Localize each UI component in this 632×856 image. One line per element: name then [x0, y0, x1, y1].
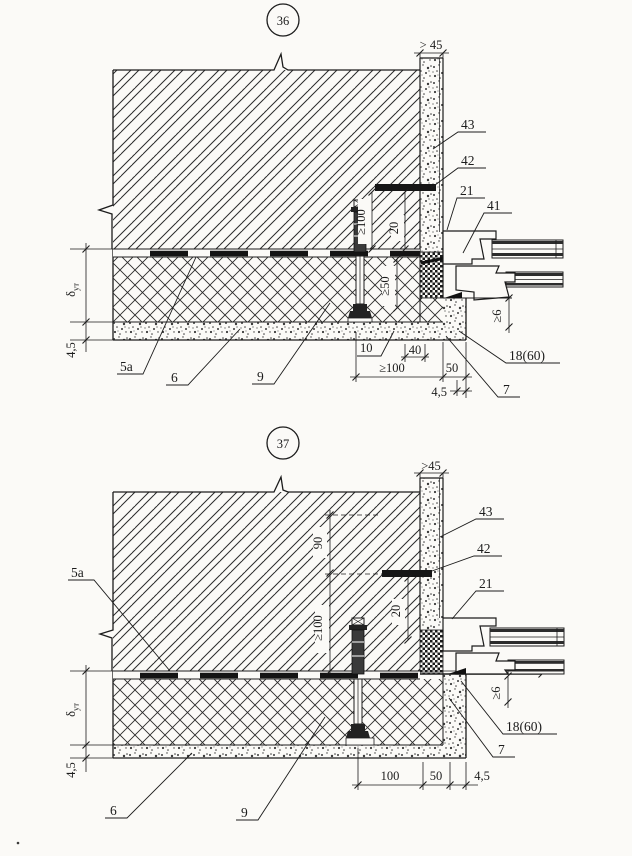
page-speck [17, 842, 20, 845]
d37-delta: δ [64, 711, 78, 717]
joint-seal-37 [420, 630, 443, 674]
d37-delta-sub: ут [70, 703, 81, 712]
d36-label-18-60: 18(60) [509, 348, 545, 363]
wall-top-edge-37 [113, 477, 420, 492]
d37-dim-top-width: >45 [421, 459, 441, 473]
d37-label-43: 43 [479, 504, 493, 519]
d37-dim-ge6: ≥6 [489, 686, 503, 700]
d36-dim-delta-ut [64, 283, 81, 297]
d37-label-42: 42 [477, 541, 491, 556]
d37-label-21: 21 [479, 576, 493, 591]
d36-delta: δ [64, 291, 78, 297]
d36-label-6: 6 [171, 370, 178, 385]
d36-dim-ge50: ≥50 [378, 276, 392, 296]
d37-dim-delta-ut [64, 703, 81, 717]
detail-37-bubble-label: 37 [276, 437, 290, 451]
d36-dim-b-10: 10 [360, 341, 373, 355]
d37-label-5a: 5a [71, 565, 84, 580]
d36-dim-ge6: ≥6 [490, 309, 504, 323]
fastener-bar-37 [382, 570, 432, 577]
d37-dim-b-45: 4,5 [474, 769, 490, 783]
d37-dim-ge100: ≥100 [311, 615, 325, 641]
d37-label-7: 7 [498, 742, 505, 757]
wall-top-edge-36 [113, 54, 420, 70]
d36-label-21: 21 [460, 183, 474, 198]
d36-label-42: 42 [461, 153, 475, 168]
wall-left-edge-37 [100, 492, 113, 758]
detail-36-bubble-label: 36 [276, 14, 290, 28]
d37-label-6: 6 [110, 803, 117, 818]
screed-37 [113, 745, 466, 758]
wall-hatch-36 [113, 70, 420, 249]
d36-dim-b-40: 40 [408, 343, 422, 357]
d37-label-9: 9 [241, 805, 248, 820]
detail-37 [64, 427, 564, 820]
d36-label-7: 7 [503, 382, 510, 397]
d37-dim-b-100: 100 [380, 769, 400, 783]
d36-label-41: 41 [487, 198, 501, 213]
fastener-bar-36 [375, 184, 436, 191]
d36-label-43: 43 [461, 117, 475, 132]
d36-dim-b-45: 4,5 [431, 385, 447, 399]
d37-dim-b-50: 50 [429, 769, 443, 783]
screed-wrap-36 [443, 298, 466, 322]
d36-dim-20: 20 [387, 221, 401, 235]
d36-dim-ge100-vert: ≥100 [354, 209, 368, 235]
d37-dim-90: 90 [311, 536, 325, 550]
d37-dim-20: 20 [389, 604, 403, 618]
d36-delta-sub: ут [70, 283, 81, 292]
d36-dim-left-45: 4,5 [64, 342, 78, 358]
insulation-37 [113, 679, 443, 745]
screed-36 [113, 322, 466, 340]
d37-dim-left-45: 4,5 [64, 762, 78, 778]
d36-dim-b-ge100: ≥100 [379, 361, 405, 375]
wall-left-edge-36 [99, 70, 113, 340]
sill-seal-36 [444, 292, 462, 298]
detail-36 [64, 4, 563, 399]
d37-label-18-60: 18(60) [506, 719, 542, 734]
d36-dim-b-50: 50 [445, 361, 459, 375]
d36-label-9: 9 [257, 369, 264, 384]
d36-label-5a: 5a [120, 359, 133, 374]
d36-dim-top-width: > 45 [419, 38, 443, 52]
wall-hatch-37 [113, 492, 420, 671]
